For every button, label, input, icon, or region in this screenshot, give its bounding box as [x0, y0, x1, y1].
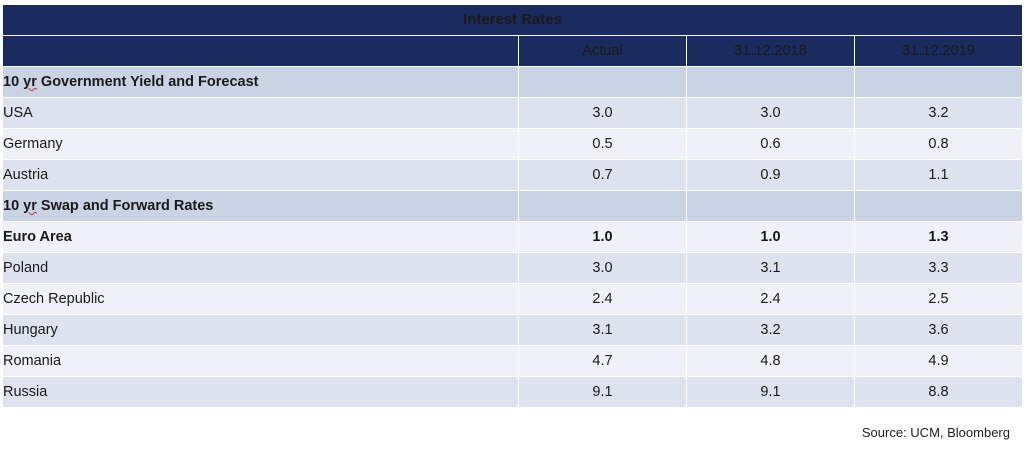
section-label: [3, 67, 519, 98]
row-label: USA: [3, 98, 519, 129]
section-label-text: 10 yr Swap and Forward Rates: [3, 198, 214, 214]
row-label: Romania: [3, 346, 519, 377]
section-blank-cell: [855, 191, 1023, 222]
row-value-2019: 1.1: [855, 160, 1023, 191]
row-label: Germany: [3, 129, 519, 160]
row-label: Austria: [3, 160, 519, 191]
section-blank-cell: [687, 67, 855, 98]
row-label: Poland: [3, 253, 519, 284]
row-value-2018: 0.9: [687, 160, 855, 191]
row-value-actual: 9.1: [519, 377, 687, 408]
column-header-label: [3, 36, 519, 67]
interest-rates-sheet: [0, 4, 1024, 452]
row-value-actual: 2.4: [519, 284, 687, 315]
row-label: Euro Area: [3, 222, 519, 253]
row-value-actual: 3.0: [519, 98, 687, 129]
row-value-2019: 2.5: [855, 284, 1023, 315]
table-row: [3, 160, 1023, 191]
row-value-2018: 3.0: [687, 98, 855, 129]
section-label: [3, 191, 519, 222]
row-value-actual: 1.0: [519, 222, 687, 253]
section-blank-cell: [687, 191, 855, 222]
row-value-2018: 0.6: [687, 129, 855, 160]
table-row: [3, 222, 1023, 253]
row-value-2019: 3.3: [855, 253, 1023, 284]
row-label: Hungary: [3, 315, 519, 346]
table-header-row: [3, 36, 1023, 67]
table-section-row: [3, 191, 1023, 222]
row-value-actual: 4.7: [519, 346, 687, 377]
row-value-2018: 3.2: [687, 315, 855, 346]
row-label: Czech Republic: [3, 284, 519, 315]
table-row: [3, 253, 1023, 284]
table-title-row: [3, 5, 1023, 36]
table-title: Interest Rates: [3, 5, 1023, 36]
row-value-2019: 8.8: [855, 377, 1023, 408]
row-value-2018: 1.0: [687, 222, 855, 253]
table-row: [3, 346, 1023, 377]
column-header-2018: 31.12.2018: [687, 36, 855, 67]
column-header-actual: Actual: [519, 36, 687, 67]
column-header-2019: 31.12.2019: [855, 36, 1023, 67]
table-row: [3, 129, 1023, 160]
table-row: [3, 377, 1023, 408]
row-value-actual: 3.1: [519, 315, 687, 346]
table-row: [3, 284, 1023, 315]
row-value-actual: 3.0: [519, 253, 687, 284]
row-label: Russia: [3, 377, 519, 408]
row-value-2019: 4.9: [855, 346, 1023, 377]
section-blank-cell: [855, 67, 1023, 98]
row-value-2019: 1.3: [855, 222, 1023, 253]
section-blank-cell: [519, 67, 687, 98]
row-value-actual: 0.7: [519, 160, 687, 191]
table-section-row: [3, 67, 1023, 98]
row-value-2019: 3.6: [855, 315, 1023, 346]
section-label-text: 10 yr Government Yield and Forecast: [3, 74, 259, 90]
table-row: [3, 98, 1023, 129]
row-value-2018: 9.1: [687, 377, 855, 408]
row-value-2018: 4.8: [687, 346, 855, 377]
row-value-2018: 2.4: [687, 284, 855, 315]
source-note: Source: UCM, Bloomberg: [861, 425, 1010, 440]
row-value-actual: 0.5: [519, 129, 687, 160]
interest-rates-table: [2, 4, 1023, 408]
section-blank-cell: [519, 191, 687, 222]
row-value-2019: 3.2: [855, 98, 1023, 129]
row-value-2018: 3.1: [687, 253, 855, 284]
table-row: [3, 315, 1023, 346]
row-value-2019: 0.8: [855, 129, 1023, 160]
